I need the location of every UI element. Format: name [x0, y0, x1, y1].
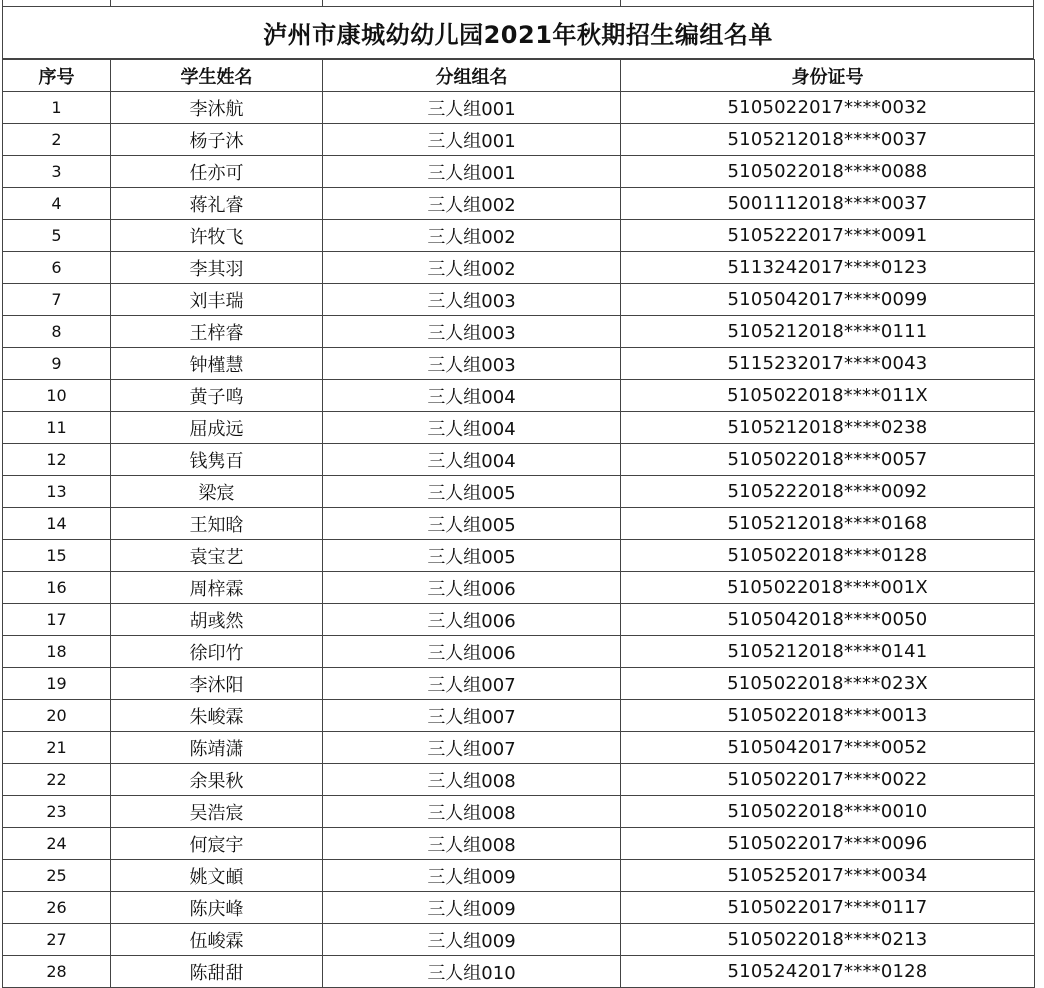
header-group: 分组组名 [323, 60, 621, 92]
cell-id: 5105212018****0141 [621, 636, 1035, 668]
cell-group: 三人组007 [323, 732, 621, 764]
cell-group: 三人组004 [323, 380, 621, 412]
cell-id: 5105022018****0128 [621, 540, 1035, 572]
cell-name: 刘丰瑞 [111, 284, 323, 316]
cell-seq: 25 [3, 860, 111, 892]
cell-seq: 2 [3, 124, 111, 156]
cell-group: 三人组010 [323, 956, 621, 988]
cell-seq: 21 [3, 732, 111, 764]
cell-group: 三人组001 [323, 92, 621, 124]
cell-group: 三人组002 [323, 220, 621, 252]
table-row [3, 476, 1035, 508]
cell-group: 三人组008 [323, 796, 621, 828]
enrollment-sheet [2, 0, 1034, 984]
cell-id: 5105022018****023X [621, 668, 1035, 700]
table-row [3, 924, 1035, 956]
cell-group: 三人组005 [323, 508, 621, 540]
cell-id: 5105212018****0037 [621, 124, 1035, 156]
cell-name: 任亦可 [111, 156, 323, 188]
cell-group: 三人组006 [323, 604, 621, 636]
header-row [3, 60, 1035, 92]
cell-group: 三人组002 [323, 252, 621, 284]
header-seq: 序号 [3, 60, 111, 92]
cell-seq: 22 [3, 764, 111, 796]
table-row [3, 860, 1035, 892]
table-row [3, 252, 1035, 284]
cell-group: 三人组001 [323, 124, 621, 156]
table-row [3, 732, 1035, 764]
table-row [3, 828, 1035, 860]
cell-group: 三人组008 [323, 828, 621, 860]
table-row [3, 540, 1035, 572]
cell-seq: 18 [3, 636, 111, 668]
cell-id: 5105022018****0010 [621, 796, 1035, 828]
cell-name: 陈靖潇 [111, 732, 323, 764]
cell-seq: 14 [3, 508, 111, 540]
cell-id: 5105022018****0013 [621, 700, 1035, 732]
cell-id: 5105022017****0022 [621, 764, 1035, 796]
table-row [3, 636, 1035, 668]
cell-name: 余果秋 [111, 764, 323, 796]
cell-id: 5105022017****0032 [621, 92, 1035, 124]
cell-seq: 24 [3, 828, 111, 860]
cell-id: 5105042017****0052 [621, 732, 1035, 764]
table-row [3, 668, 1035, 700]
cell-seq: 1 [3, 92, 111, 124]
cell-seq: 20 [3, 700, 111, 732]
cell-seq: 6 [3, 252, 111, 284]
cell-seq: 10 [3, 380, 111, 412]
cell-group: 三人组008 [323, 764, 621, 796]
cell-group: 三人组004 [323, 444, 621, 476]
cell-seq: 28 [3, 956, 111, 988]
cell-name: 李沐航 [111, 92, 323, 124]
cell-seq: 3 [3, 156, 111, 188]
cell-group: 三人组006 [323, 636, 621, 668]
cell-seq: 7 [3, 284, 111, 316]
cell-id: 5105022018****011X [621, 380, 1035, 412]
cell-name: 袁宝艺 [111, 540, 323, 572]
cell-id: 5113242017****0123 [621, 252, 1035, 284]
cell-id: 5105212018****0238 [621, 412, 1035, 444]
cell-id: 5105022018****001X [621, 572, 1035, 604]
cell-name: 钱隽百 [111, 444, 323, 476]
cell-seq: 19 [3, 668, 111, 700]
table-row [3, 412, 1035, 444]
cell-group: 三人组003 [323, 316, 621, 348]
table-row [3, 892, 1035, 924]
cell-id: 5105042018****0050 [621, 604, 1035, 636]
cell-group: 三人组009 [323, 892, 621, 924]
cell-seq: 9 [3, 348, 111, 380]
cell-seq: 13 [3, 476, 111, 508]
cell-id: 5105022018****0057 [621, 444, 1035, 476]
cell-id: 5105022018****0213 [621, 924, 1035, 956]
cell-name: 黄子鸣 [111, 380, 323, 412]
table-row [3, 220, 1035, 252]
cell-seq: 23 [3, 796, 111, 828]
cell-name: 姚文頔 [111, 860, 323, 892]
table-row [3, 348, 1035, 380]
cell-seq: 27 [3, 924, 111, 956]
cell-seq: 12 [3, 444, 111, 476]
table-row [3, 604, 1035, 636]
cell-name: 王梓睿 [111, 316, 323, 348]
cell-name: 陈甜甜 [111, 956, 323, 988]
cell-name: 李其羽 [111, 252, 323, 284]
cell-id: 5105252017****0034 [621, 860, 1035, 892]
cell-group: 三人组005 [323, 540, 621, 572]
cell-id: 5105222017****0091 [621, 220, 1035, 252]
cell-id: 5105042017****0099 [621, 284, 1035, 316]
table-row [3, 700, 1035, 732]
cell-name: 伍峻霖 [111, 924, 323, 956]
sheet-title: 泸州市康城幼幼儿园2021年秋期招生编组名单 [263, 21, 773, 49]
table-row [3, 284, 1035, 316]
cell-name: 胡彧然 [111, 604, 323, 636]
roster-body [3, 92, 1035, 988]
cell-group: 三人组004 [323, 412, 621, 444]
cell-name: 李沐阳 [111, 668, 323, 700]
cell-seq: 16 [3, 572, 111, 604]
cell-id: 5105212018****0111 [621, 316, 1035, 348]
cell-group: 三人组007 [323, 700, 621, 732]
cell-group: 三人组002 [323, 188, 621, 220]
header-name: 学生姓名 [111, 60, 323, 92]
cell-seq: 17 [3, 604, 111, 636]
table-row [3, 956, 1035, 988]
cell-seq: 15 [3, 540, 111, 572]
table-row [3, 92, 1035, 124]
table-row [3, 124, 1035, 156]
cell-group: 三人组007 [323, 668, 621, 700]
table-row [3, 316, 1035, 348]
table-row [3, 764, 1035, 796]
cell-id: 5105222018****0092 [621, 476, 1035, 508]
table-row [3, 572, 1035, 604]
title-row [2, 6, 1034, 59]
cell-id: 5115232017****0043 [621, 348, 1035, 380]
cell-id: 5105022017****0117 [621, 892, 1035, 924]
cell-name: 周梓霖 [111, 572, 323, 604]
cell-id: 5105022017****0096 [621, 828, 1035, 860]
cell-id: 5105212018****0168 [621, 508, 1035, 540]
cell-id: 5105022018****0088 [621, 156, 1035, 188]
cell-name: 蒋礼睿 [111, 188, 323, 220]
cell-name: 梁宸 [111, 476, 323, 508]
cell-name: 屈成远 [111, 412, 323, 444]
header-id: 身份证号 [621, 60, 1035, 92]
cell-name: 吴浩宸 [111, 796, 323, 828]
table-row [3, 380, 1035, 412]
table-row [3, 444, 1035, 476]
table-row [3, 796, 1035, 828]
cell-name: 朱峻霖 [111, 700, 323, 732]
cell-seq: 26 [3, 892, 111, 924]
cell-seq: 5 [3, 220, 111, 252]
cell-name: 许牧飞 [111, 220, 323, 252]
cell-name: 杨子沐 [111, 124, 323, 156]
cell-group: 三人组003 [323, 348, 621, 380]
cell-name: 徐印竹 [111, 636, 323, 668]
cell-seq: 11 [3, 412, 111, 444]
cell-id: 5105242017****0128 [621, 956, 1035, 988]
cell-group: 三人组005 [323, 476, 621, 508]
table-row [3, 156, 1035, 188]
cell-id: 5001112018****0037 [621, 188, 1035, 220]
cell-group: 三人组003 [323, 284, 621, 316]
cell-group: 三人组009 [323, 924, 621, 956]
cell-name: 陈庆峰 [111, 892, 323, 924]
cell-name: 何宸宇 [111, 828, 323, 860]
table-row [3, 188, 1035, 220]
cell-seq: 8 [3, 316, 111, 348]
cell-seq: 4 [3, 188, 111, 220]
table-row [3, 508, 1035, 540]
cell-group: 三人组001 [323, 156, 621, 188]
cell-name: 钟槿慧 [111, 348, 323, 380]
cell-group: 三人组009 [323, 860, 621, 892]
roster-table [2, 59, 1035, 988]
cell-group: 三人组006 [323, 572, 621, 604]
cell-name: 王知晗 [111, 508, 323, 540]
